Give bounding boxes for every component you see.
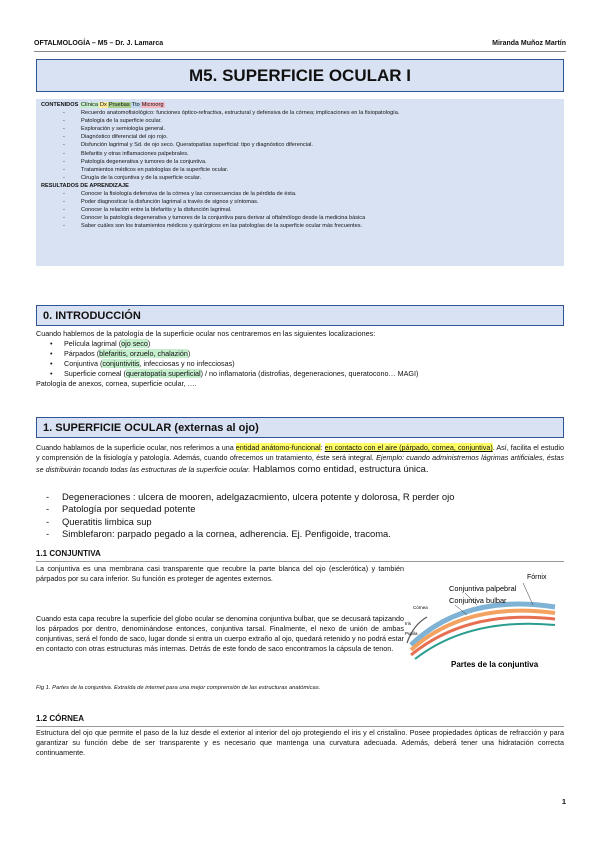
intro-tail: Patología de anexos, cornea, superficie ocular, …. [36, 379, 197, 388]
figure-caption: Fig 1. Partes de la conjuntiva. Extraída de internet para una mejor comprensión de las estructuras anatómicas. [36, 685, 321, 691]
p1-text-b: . Así, facilita el estudio y comprensión de la fisiología y patología. Además, cuando ofrecemos un tratamiento, éste será integral. [36, 443, 565, 462]
label-palpebral: Conjuntiva palpebral [449, 584, 517, 593]
p1-example: Ejemplo: cuando administremos lágrimas artificiales, éstas se distribuirán tocando todas las estructuras de la superficie ocular. [36, 453, 564, 474]
intro-body [36, 329, 564, 389]
label-pupila: Pupila [405, 631, 418, 636]
p1-highlight-2: en contacto con el aire (párpado, cornea, conjuntiva) [324, 443, 493, 452]
contents-label-row [41, 101, 559, 109]
page-title: M5. SUPERFICIE OCULAR I [36, 59, 564, 92]
section-1-list-item: - Degeneraciones : ulcera de mooren, adelgazacmiento, ulcera potente y dolorosa, R perder ojo [36, 491, 564, 503]
contents-item: - Recuerdo anatomofisiológico: funciones óptico-refractiva, estructural y defensiva de la córnea; implicaciones en la fisiopatología. [41, 109, 559, 117]
content-tag: Dx [99, 102, 107, 108]
results-list [41, 190, 559, 230]
section-intro-heading: 0. INTRODUCCIÓN [36, 305, 564, 326]
label-cornea: Córnea [413, 605, 428, 610]
p1-note: Hablamos como entidad, estructura única. [250, 463, 429, 474]
label-fornix: Fórnix [527, 574, 547, 581]
header-course: OFTALMOLOGÍA – M5 – Dr. J. Lamarca [34, 40, 164, 47]
contents-item: - Diagnóstico diferencial del ojo rojo. [41, 133, 559, 141]
content-tag: Tto [131, 102, 140, 108]
retina-layer [415, 624, 555, 659]
p1-sep: : [320, 443, 325, 452]
section-1-list [36, 491, 564, 541]
conjuntiva-heading: 1.1 CONJUNTIVA [36, 549, 564, 562]
contents-item: - Patología degenerativa y tumores de la conjuntiva. [41, 158, 559, 166]
content-tag: Pruebas [108, 102, 130, 108]
section-1-list-item: - Simblefaron: parpado pegado a la cornea, adherencia. Ej. Penfigoide, tracoma. [36, 528, 564, 540]
section-1-body [36, 443, 564, 475]
contents-item: - Cirugía de la conjuntiva y de la superficie ocular. [41, 174, 559, 182]
results-item: - Conocer la fisiología defensiva de la córnea y las consecuencias de la pérdida de ésta. [41, 190, 559, 198]
contents-item: - Disfunción lagrimal y Sd. de ojo seco. Queratopatías superficial: tipo y diagnóstico diferencial. [41, 141, 559, 149]
content-tag: Microorg [141, 102, 164, 108]
section-1-paragraph [36, 443, 564, 475]
label-iris: Iris [405, 621, 411, 626]
section-1-list-item: - Queratitis limbica sup [36, 516, 564, 528]
p1-highlight-1: entidad anátomo-funcional [235, 443, 321, 452]
intro-bullet: • Conjuntiva (conjuntivitis, infecciosas y no infecciosas) [36, 359, 564, 369]
conjuntiva-p2: Cuando esta capa recubre la superficie del globo ocular se denomina conjuntiva bulbar, que se decusará tapizando los párpados por dentro, denominándose entonces, conjuntiva tarsal. Finalmente, el nexo de unión de ambas conjuntivas, será el fondo de saco, lugar donde si entra un cuerpo extraño al ojo, quedará retenido y no podrá estar en contacto con otras estructuras más internas. Detrás de este fondo de saco encontramos la cápsula de tenon. [36, 614, 404, 653]
intro-bullet: • Película lagrimal (ojo seco) [36, 339, 564, 349]
intro-bullet: • Párpados (blefaritis, orzuelo, chalazión) [36, 349, 564, 359]
p1-text-a: Cuando hablamos de la superficie ocular, nos referimos a una [36, 443, 236, 452]
section-1-list-wrap [36, 491, 564, 541]
cornea-p1: Estructura del ojo que permite el paso de la luz desde el exterior al interior del ojo protegiendo el iris y el cristalino. Posee propiedades ópticas de refracción y para garantizar su función debe de ser transparente y es necesario que mantenga una curvatura adecuada. Además, deberá tener una hidratación correcta continuamente. [36, 728, 564, 757]
contents-item: - Tratamientos médicos en patologías de la superficie ocular. [41, 166, 559, 174]
section-1-heading: 1. SUPERFICIE OCULAR (externas al ojo) [36, 417, 564, 438]
results-label: RESULTADOS DE APRENDIZAJE [41, 182, 129, 189]
contents-item: - Exploración y semiología general. [41, 125, 559, 133]
contents-tags [80, 102, 165, 108]
contents-list [41, 109, 559, 182]
cornea-heading: 1.2 CÓRNEA [36, 714, 564, 727]
page-header [34, 37, 566, 52]
intro-bullets [36, 339, 564, 379]
results-item: - Conocer la relación entre la blefaritis y la disfunción lagrimal. [41, 206, 559, 214]
contents-item: - Patología de la superficie ocular. [41, 117, 559, 125]
header-author: Miranda Muñoz Martín [492, 40, 566, 47]
intro-lead: Cuando hablemos de la patología de la superficie ocular nos centraremos en las siguientes localizaciones: [36, 329, 376, 338]
results-item: - Poder diagnosticar la disfunción lagrimal a través de signos y síntomas. [41, 198, 559, 206]
contents-label: CONTENIDOS [41, 102, 79, 108]
conjuntiva-p1: La conjuntiva es una membrana casi transparente que recubre la parte blanca del ojo (esclerótica) y también párpados por su cara inferior. Su función es proteger de agentes externos. [36, 564, 404, 583]
diagram-title: Partes de la conjuntiva [451, 660, 539, 669]
contents-item: - Blefaritis y otras inflamaciones palpebrales. [41, 150, 559, 158]
results-item: - Conocer la patología degenerativa y tumores de la conjuntiva para derivar al oftalmólogo desde la medicina básica [41, 214, 559, 222]
section-1-list-item: - Patología por sequedad potente [36, 503, 564, 515]
contents-box [36, 99, 564, 266]
results-item: - Saber cuáles son los tratamientos médicos y quirúrgicos en las patologías de la superficie ocular más frecuentes. [41, 222, 559, 230]
content-tag: Clínica [80, 102, 98, 108]
page-number: 1 [561, 797, 566, 806]
intro-bullet: • Superficie corneal (queratopatía superficial) / no inflamatoria (distrofias, degeneraciones, queratocono… MAGI) [36, 369, 564, 379]
conjunctiva-diagram [405, 573, 563, 671]
label-bulbar: Conjuntiva bulbar [449, 596, 507, 605]
